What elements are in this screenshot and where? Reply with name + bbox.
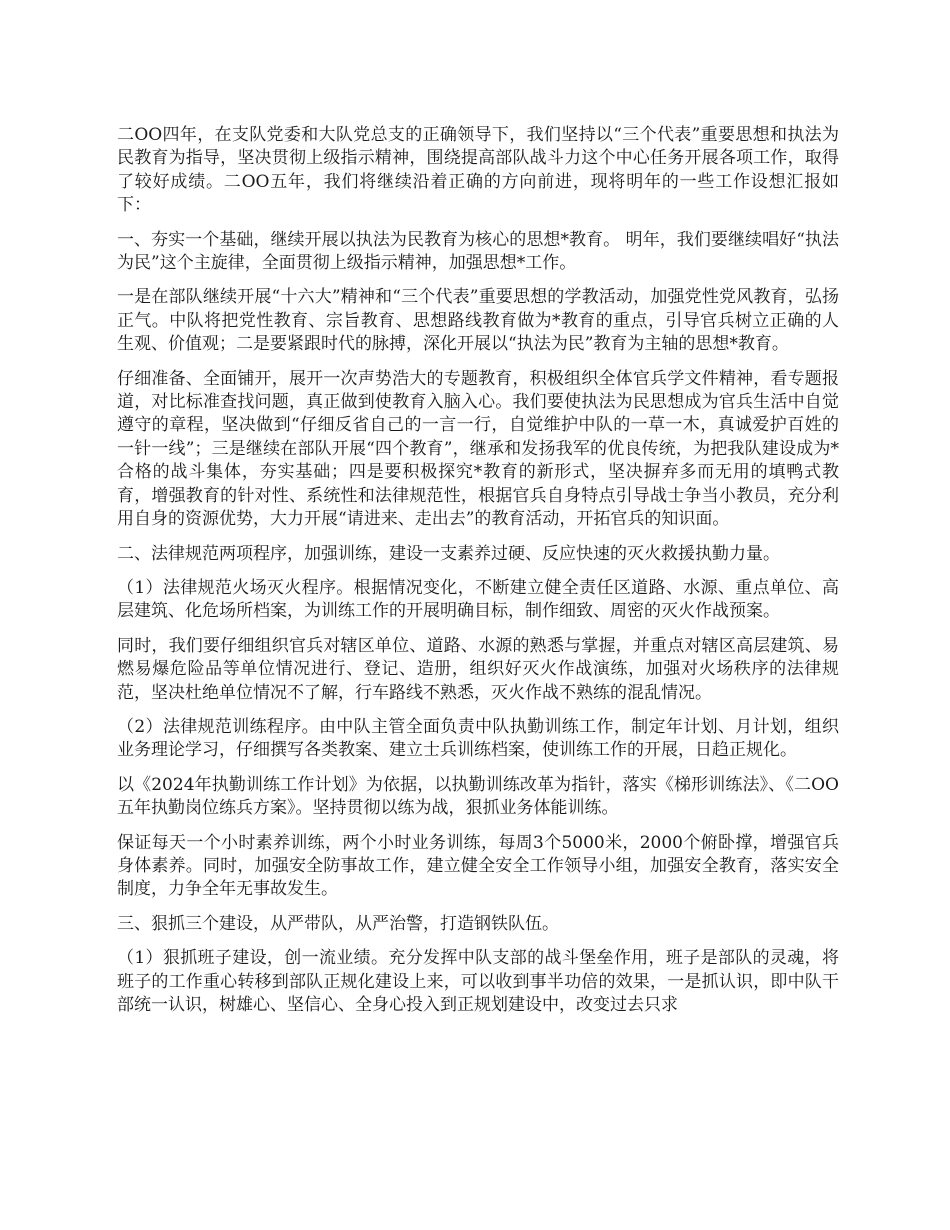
paragraph-section-1-heading: 一、夯实一个基础，继续开展以执法为民教育为核心的思想*教育。 明年，我们要继续唱好“执法为民”这个主旋律，全面贯彻上级指示精神，加强思想*工作。 <box>117 229 839 274</box>
paragraph: 以《2024年执勤训练工作计划》为依据，以执勤训练改革为指针，落实《梯形训练法》、《二OO五年执勤岗位练兵方案》。坚持贯彻以练为战，狠抓业务体能训练。 <box>117 774 839 819</box>
paragraph-section-2-heading: 二、法律规范两项程序，加强训练，建设一支素养过硬、反应快速的灭火救援执勤力量。 <box>117 543 780 564</box>
paragraph: 仔细准备、全面铺开，展开一次声势浩大的专题教育，积极组织全体官兵学文件精神，看专题报道，对比标准查找问题，真正做到使教育入脑入心。我们要使执法为民思想成为官兵生活中自觉遵守的章程，坚决做到“仔细反省自己的一言一行，自觉维护中队的一草一木，真诚爱护百姓的一针一线”；三是继续在部队开展“四个教育”，继承和发扬我军的优良传统，为把我队建设成为*合格的战斗集体，夯实基础；四是要积极探究*教育的新形式，坚决摒弃多而无用的填鸭式教育，增强教育的针对性、系统性和法律规范性，根据官兵自身特点引导战士争当小教员，充分利用自身的资源优势，大力开展“请进来、走出去”的教育活动，开拓官兵的知识面。 <box>117 368 839 530</box>
paragraph: （2）法律规范训练程序。由中队主管全面负责中队执勤训练工作，制定年计划、月计划，组织业务理论学习，仔细撰写各类教案、建立士兵训练档案，使训练工作的开展，日趋正规化。 <box>117 716 839 761</box>
document-body <box>117 124 839 1028</box>
paragraph-intro: 二OO四年，在支队党委和大队党总支的正确领导下，我们坚持以“三个代表”重要思想和执法为民教育为指导，坚决贯彻上级指示精神，围绕提高部队战斗力这个中心任务开展各项工作，取得了较好成绩。二OO五年，我们将继续沿着正确的方向前进，现将明年的一些工作设想汇报如下： <box>117 125 839 216</box>
paragraph: 同时，我们要仔细组织官兵对辖区单位、道路、水源的熟悉与掌握，并重点对辖区高层建筑、易燃易爆危险品等单位情况进行、登记、造册，组织好灭火作战演练，加强对火场秩序的法律规范，坚决杜绝单位情况不了解，行车路线不熟悉，灭火作战不熟练的混乱情况。 <box>117 635 839 703</box>
paragraph: （1）法律规范火场灭火程序。根据情况变化，不断建立健全责任区道路、水源、重点单位、高层建筑、化危场所档案，为训练工作的开展明确目标，制作细致、周密的灭火作战预案。 <box>117 577 839 622</box>
paragraph: （1）狠抓班子建设，创一流业绩。充分发挥中队支部的战斗堡垒作用，班子是部队的灵魂，将班子的工作重心转移到部队正规化建设上来，可以收到事半功倍的效果，一是抓认识，即中队干部统一认识，树雄心、坚信心、全身心投入到正规划建设中，改变过去只求 <box>117 948 839 1015</box>
paragraph: 一是在部队继续开展“十六大”精神和“三个代表”重要思想的学教活动，加强党性党风教育，弘扬正气。中队将把党性教育、宗旨教育、思想路线教育做为*教育的重点，引导官兵树立正确的人生观、价值观；二是要紧跟时代的脉搏，深化开展以“执法为民”教育为主轴的思想*教育。 <box>117 287 839 355</box>
paragraph: 保证每天一个小时素养训练，两个小时业务训练，每周3个5000米，2000个俯卧撑，增强官兵身体素养。同时，加强安全防事故工作，建立健全安全工作领导小组，加强安全教育，落实安全制度，力争全年无事故发生。 <box>117 832 839 900</box>
paragraph-section-3-heading: 三、狠抓三个建设，从严带队，从严治警，打造钢铁队伍。 <box>117 913 559 934</box>
